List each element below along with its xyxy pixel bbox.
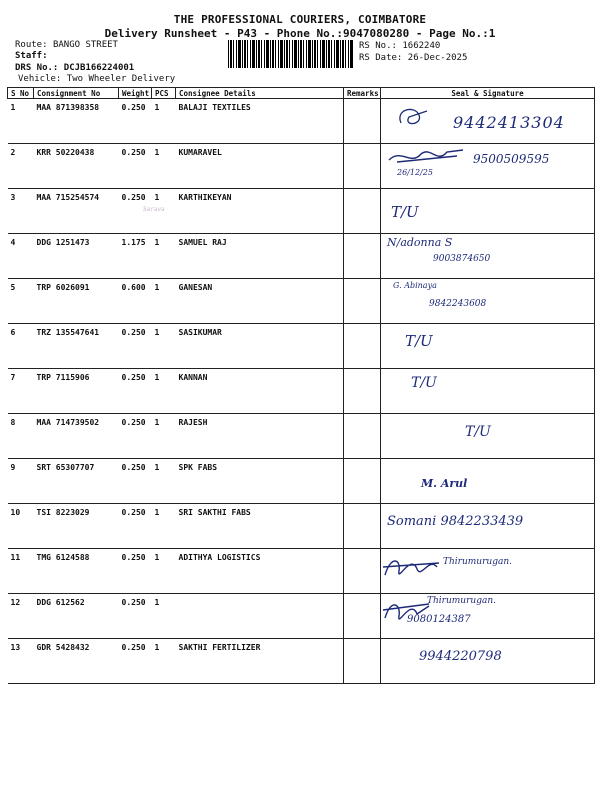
cell-consignment: KRR 50220438 [34,144,119,189]
cell-consignment: GDR 5428432 [34,639,119,684]
header-consignee: Consignee Details [176,88,344,99]
cell-consignment: SRT 65307707 [34,459,119,504]
cell-sno: 2 [8,144,34,189]
handwritten-name: Thirumurugan. [427,596,496,606]
cell-weight: 0.600 [119,279,152,324]
cell-weight: 0.250 [119,369,152,414]
cell-consignee: RAJESH [176,414,344,459]
cell-remarks [344,369,381,414]
cell-pcs: 1 [152,324,176,369]
handwritten-name: G. Abinaya [393,281,437,290]
cell-signature [381,144,595,189]
cell-signature [381,504,595,549]
signature-scribble [381,549,441,587]
cell-remarks [344,234,381,279]
cell-sno: 10 [8,504,34,549]
cell-remarks [344,99,381,144]
cell-consignment: MAA 715254574 [34,189,119,234]
handwritten-note: T/U [391,203,419,221]
cell-sno: 7 [8,369,34,414]
cell-consignee: GANESAN [176,279,344,324]
cell-pcs: 1 [152,639,176,684]
cell-pcs: 1 [152,234,176,279]
cell-weight: 0.250 [119,549,152,594]
cell-consignee: KANNAN [176,369,344,414]
table-row [8,459,595,504]
cell-sno: 9 [8,459,34,504]
cell-consignment: TSI 8223029 [34,504,119,549]
header-signature: Seal & Signature [381,88,595,99]
handwritten-phone: 9842243608 [429,299,487,309]
cell-consignee: ADITHYA LOGISTICS [176,549,344,594]
table-row [8,549,595,594]
cell-consignee: SAKTHI FERTILIZER [176,639,344,684]
cell-remarks [344,504,381,549]
cell-sno: 4 [8,234,34,279]
cell-consignment: TMG 6124588 [34,549,119,594]
cell-signature [381,639,595,684]
table-row [8,144,595,189]
cell-weight: 0.250 [119,324,152,369]
cell-signature [381,99,595,144]
rs-date-line [359,53,467,63]
cell-sno: 5 [8,279,34,324]
handwritten-phone: 9944220798 [419,649,502,664]
cell-signature [381,324,595,369]
document-title: THE PROFESSIONAL COURIERS, COIMBATORE [173,13,427,26]
cell-signature [381,369,595,414]
cell-weight: 0.250 [119,639,152,684]
handwritten-name-phone: Somani 9842233439 [387,514,524,529]
cell-remarks [344,324,381,369]
handwritten-phone: 9442413304 [453,113,565,132]
cell-sno: 8 [8,414,34,459]
faded-stamp: Sarava [143,206,165,213]
table-row [8,324,595,369]
signature-scribble [393,101,433,131]
cell-sno: 6 [8,324,34,369]
barcode-image [228,40,353,68]
table-row [8,234,595,279]
cell-consignment: DDG 612562 [34,594,119,639]
cell-weight: 0.250 [119,189,152,234]
header-pcs: PCS [152,88,176,99]
handwritten-date: 26/12/25 [397,168,433,177]
rs-date-value: 26-Dec-2025 [407,53,468,63]
table-row [8,504,595,549]
cell-pcs: 1 [152,504,176,549]
cell-weight: 0.250 [119,99,152,144]
header-consignment: Consignment No [34,88,119,99]
cell-pcs: 1 [152,144,176,189]
cell-weight: 1.175 [119,234,152,279]
staff-line [15,51,48,61]
cell-consignment: TRP 7115906 [34,369,119,414]
table-row [8,594,595,639]
cell-sno: 1 [8,99,34,144]
cell-remarks [344,549,381,594]
cell-weight: 0.250 [119,459,152,504]
cell-weight: 0.250 [119,504,152,549]
runsheet-table [7,87,595,684]
cell-consignment: DDG 1251473 [34,234,119,279]
table-row [8,279,595,324]
signature-scribble [387,144,467,170]
table-row [8,189,595,234]
cell-weight: 0.250 [119,144,152,189]
cell-consignee: SAMUEL RAJ [176,234,344,279]
cell-consignee: SASIKUMAR [176,324,344,369]
handwritten-phone: 9003874650 [433,254,491,264]
table-row [8,639,595,684]
rs-no-label: RS No.: [359,41,397,51]
cell-sno: 3 [8,189,34,234]
cell-signature [381,459,595,504]
cell-consignee: KUMARAVEL [176,144,344,189]
vehicle-value: Two Wheeler Delivery [66,74,176,84]
cell-weight: 0.250 [119,594,152,639]
cell-consignment: TRZ 135547641 [34,324,119,369]
cell-consignee [176,594,344,639]
vehicle-label: Vehicle: [18,74,62,84]
table-row [8,369,595,414]
cell-consignee: SPK FABS [176,459,344,504]
route-line [15,40,118,50]
header-sno: S No [8,88,34,99]
route-label: Route: [15,40,48,50]
cell-consignee: SRI SAKTHI FABS [176,504,344,549]
handwritten-phone: 9080124387 [407,614,471,625]
cell-weight: 0.250 [119,414,152,459]
drs-value: DCJB166224001 [63,63,135,73]
cell-remarks [344,189,381,234]
cell-remarks [344,459,381,504]
cell-pcs: 1 [152,279,176,324]
cell-signature [381,594,595,639]
cell-pcs: 1 [152,189,176,234]
rs-no-line [359,41,440,51]
handwritten-note: T/U [405,332,433,350]
cell-consignment: MAA 714739502 [34,414,119,459]
cell-signature [381,414,595,459]
handwritten-name: Thirumurugan. [443,557,512,567]
table-header-row [8,88,595,99]
cell-sno: 13 [8,639,34,684]
handwritten-note: T/U [465,424,491,440]
handwritten-name: N/adonna S [387,236,453,249]
cell-signature [381,234,595,279]
table-row [8,414,595,459]
cell-sno: 12 [8,594,34,639]
cell-remarks [344,414,381,459]
rs-no-value: 1662240 [402,41,441,51]
route-value: BANGO STREET [52,40,118,50]
cell-pcs: 1 [152,459,176,504]
cell-remarks [344,594,381,639]
handwritten-phone: 9500509595 [473,152,550,166]
cell-pcs: 1 [152,594,176,639]
cell-sno: 11 [8,549,34,594]
document-subtitle: Delivery Runsheet - P43 - Phone No.:9047080280 - Page No.:1 [104,27,496,40]
cell-pcs: 1 [152,99,176,144]
header-weight: Weight [119,88,152,99]
drs-label: DRS No.: [15,63,59,73]
cell-remarks [344,279,381,324]
cell-remarks [344,639,381,684]
table-row [8,99,595,144]
cell-signature [381,189,595,234]
rs-date-label: RS Date: [359,53,403,63]
header-remarks: Remarks [344,88,381,99]
cell-consignee: BALAJI TEXTILES [176,99,344,144]
cell-remarks [344,144,381,189]
staff-label: Staff: [15,51,48,61]
handwritten-note: T/U [411,375,437,391]
drs-line [15,63,134,73]
vehicle-line [18,74,175,84]
cell-consignee: KARTHIKEYAN [176,189,344,234]
cell-consignment: TRP 6026091 [34,279,119,324]
cell-pcs: 1 [152,369,176,414]
handwritten-name: M. Arul [421,477,468,490]
cell-signature [381,279,595,324]
cell-signature [381,549,595,594]
cell-pcs: 1 [152,414,176,459]
cell-pcs: 1 [152,549,176,594]
cell-consignment: MAA 871398358 [34,99,119,144]
